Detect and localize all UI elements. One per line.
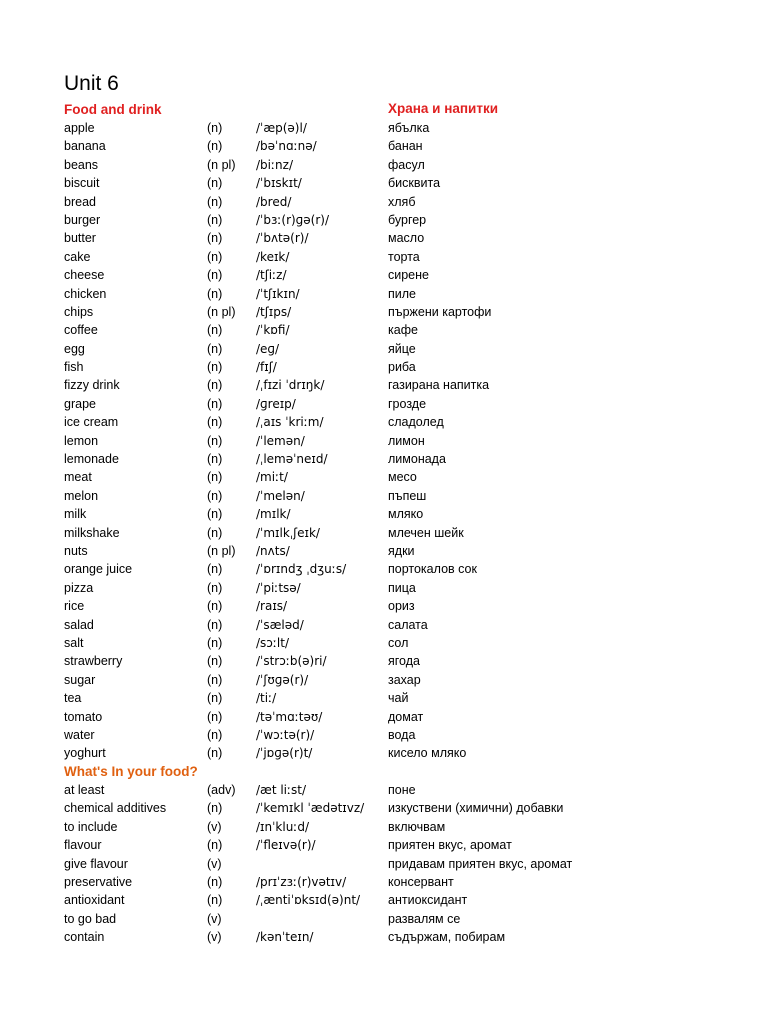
vocab-row: [0, 468, 768, 486]
pronunciation: /ˈwɔːtə(r)/: [256, 727, 315, 742]
pronunciation: /təˈmɑːtəʊ/: [256, 709, 323, 724]
pronunciation: /ˌaɪs ˈkriːm/: [256, 415, 324, 430]
pronunciation: /bred/: [256, 194, 292, 209]
pronunciation: /nʌts/: [256, 543, 290, 558]
vocab-row: [0, 248, 768, 266]
pronunciation: /keɪk/: [256, 249, 290, 264]
translation: пъпеш: [388, 488, 427, 503]
vocab-word: butter: [64, 231, 96, 246]
part-of-speech: (n): [207, 249, 223, 264]
vocab-word: milk: [64, 507, 87, 522]
pronunciation: /ˈjɒɡə(r)t/: [256, 746, 313, 761]
part-of-speech: (n): [207, 838, 223, 853]
translation: млечен шейк: [388, 525, 464, 540]
vocab-row: [0, 487, 768, 505]
vocab-row: [0, 524, 768, 542]
translation: кисело мляко: [388, 746, 467, 761]
vocab-word: salad: [64, 617, 94, 632]
translation: придавам приятен вкус, аромат: [388, 856, 573, 871]
part-of-speech: (n): [207, 268, 223, 283]
vocab-word: bread: [64, 194, 96, 209]
translation: вода: [388, 727, 416, 742]
vocab-word: cheese: [64, 268, 105, 283]
part-of-speech: (n pl): [207, 543, 236, 558]
vocab-row: [0, 560, 768, 578]
vocab-row: [0, 340, 768, 358]
vocab-word: beans: [64, 157, 99, 172]
vocab-word: salt: [64, 635, 84, 650]
translation: кафе: [388, 323, 418, 338]
translation: включвам: [388, 819, 446, 834]
vocab-row: [0, 781, 768, 799]
part-of-speech: (n): [207, 396, 223, 411]
vocab-word: pizza: [64, 580, 94, 595]
vocab-row: [0, 891, 768, 909]
vocab-word: tomato: [64, 709, 103, 724]
vocab-word: antioxidant: [64, 893, 125, 908]
vocab-row: [0, 358, 768, 376]
pronunciation: /ˈsæləd/: [256, 617, 304, 632]
translation: сол: [388, 635, 409, 650]
part-of-speech: (n): [207, 617, 223, 632]
part-of-speech: (n): [207, 341, 223, 356]
pronunciation: /biːnz/: [256, 157, 293, 172]
translation: фасул: [388, 157, 425, 172]
translation: чай: [388, 691, 409, 706]
pronunciation: /ˌleməˈneɪd/: [256, 452, 328, 467]
part-of-speech: (v): [207, 819, 222, 834]
section-heading-whats-in-your-food: What's In your food?: [64, 764, 198, 779]
vocab-row: [0, 910, 768, 928]
translation: лимон: [388, 433, 425, 448]
translation: изкуствени (химични) добавки: [388, 801, 564, 816]
translation: риба: [388, 360, 416, 375]
vocab-row: [0, 137, 768, 155]
part-of-speech: (n): [207, 452, 223, 467]
vocab-word: burger: [64, 212, 101, 227]
vocab-word: cake: [64, 249, 91, 264]
vocab-word: ice cream: [64, 415, 119, 430]
part-of-speech: (n): [207, 139, 223, 154]
pronunciation: /ˌfɪzi ˈdrɪŋk/: [256, 378, 325, 393]
translation: месо: [388, 470, 417, 485]
translation: бургер: [388, 212, 427, 227]
pronunciation: /ˈbɜː(r)ɡə(r)/: [256, 212, 330, 227]
vocab-row: [0, 285, 768, 303]
part-of-speech: (n): [207, 654, 223, 669]
vocab-row: [0, 726, 768, 744]
pronunciation: /raɪs/: [256, 599, 288, 614]
translation: приятен вкус, аромат: [388, 838, 512, 853]
pronunciation: /sɔːlt/: [256, 635, 290, 650]
pronunciation: /ɪnˈkluːd/: [256, 819, 309, 834]
vocab-word: coffee: [64, 323, 98, 338]
part-of-speech: (n): [207, 212, 223, 227]
vocab-word: preservative: [64, 874, 133, 889]
part-of-speech: (n pl): [207, 157, 236, 172]
section-heading-food-and-drink: Food and drink: [64, 102, 162, 117]
vocab-word: meat: [64, 470, 92, 485]
translation: ядки: [388, 543, 415, 558]
vocab-row: [0, 395, 768, 413]
pronunciation: /ˈʃʊɡə(r)/: [256, 672, 309, 687]
pronunciation: /eɡ/: [256, 341, 280, 356]
translation: салата: [388, 617, 428, 632]
vocab-row: [0, 450, 768, 468]
pronunciation: /tʃɪps/: [256, 304, 292, 319]
part-of-speech: (n): [207, 746, 223, 761]
vocab-list-food-and-drink: [0, 119, 768, 763]
vocab-word: apple: [64, 121, 95, 135]
vocab-word: chemical additives: [64, 801, 167, 816]
vocab-row: [0, 505, 768, 523]
part-of-speech: (n): [207, 488, 223, 503]
translation: яйце: [388, 341, 416, 356]
vocab-row: [0, 708, 768, 726]
part-of-speech: (n): [207, 231, 223, 246]
pronunciation: /bəˈnɑːnə/: [256, 139, 317, 154]
part-of-speech: (adv): [207, 783, 236, 797]
translation: захар: [388, 672, 421, 687]
translation: сладолед: [388, 415, 444, 430]
vocab-word: water: [64, 727, 95, 742]
vocab-word: flavour: [64, 838, 102, 853]
vocab-row: [0, 597, 768, 615]
translation: сирене: [388, 268, 429, 283]
vocab-row: [0, 229, 768, 247]
vocab-row: [0, 818, 768, 836]
pronunciation: /ˈmɪlkˌʃeɪk/: [256, 525, 320, 540]
part-of-speech: (n): [207, 360, 223, 375]
part-of-speech: (n): [207, 470, 223, 485]
unit-title: Unit 6: [64, 72, 119, 95]
translation: поне: [388, 783, 416, 797]
part-of-speech: (v): [207, 930, 222, 945]
vocab-row: [0, 193, 768, 211]
vocab-word: tea: [64, 691, 82, 706]
vocab-list-whats-in-your-food: [0, 781, 768, 947]
translation: пиле: [388, 286, 416, 301]
part-of-speech: (n): [207, 893, 223, 908]
vocab-word: egg: [64, 341, 85, 356]
part-of-speech: (n): [207, 672, 223, 687]
part-of-speech: (n pl): [207, 304, 236, 319]
translation: съдържам, побирам: [388, 930, 506, 945]
pronunciation: /ˈbʌtə(r)/: [256, 231, 309, 246]
vocab-row: [0, 799, 768, 817]
pronunciation: /fɪʃ/: [256, 360, 277, 375]
part-of-speech: (n): [207, 635, 223, 650]
vocab-row: [0, 652, 768, 670]
translation: газирана напитка: [388, 378, 490, 393]
part-of-speech: (n): [207, 433, 223, 448]
vocab-row: [0, 579, 768, 597]
part-of-speech: (n): [207, 874, 223, 889]
vocab-row: [0, 211, 768, 229]
vocab-row: [0, 303, 768, 321]
translation: консервант: [388, 874, 454, 889]
part-of-speech: (n): [207, 507, 223, 522]
translation: антиоксидант: [388, 893, 468, 908]
pronunciation: /ˈɒrɪndʒ ˌdʒuːs/: [256, 562, 347, 577]
translation: домат: [388, 709, 424, 724]
vocab-word: to go bad: [64, 911, 117, 926]
translation: ябълка: [388, 121, 430, 135]
translation: масло: [388, 231, 425, 246]
vocab-word: fish: [64, 360, 84, 375]
vocab-row: [0, 119, 768, 137]
vocab-word: lemonade: [64, 452, 119, 467]
part-of-speech: (n): [207, 801, 223, 816]
part-of-speech: (n): [207, 378, 223, 393]
vocab-word: rice: [64, 599, 85, 614]
section-heading-food-and-drink-bg: Храна и напитки: [388, 101, 499, 116]
pronunciation: /ˈbɪskɪt/: [256, 176, 302, 191]
vocab-row: [0, 634, 768, 652]
vocab-word: grape: [64, 396, 96, 411]
vocab-row: [0, 413, 768, 431]
pronunciation: /ˈstrɔːb(ə)ri/: [256, 654, 327, 669]
vocab-row: [0, 174, 768, 192]
vocab-row: [0, 689, 768, 707]
vocab-word: melon: [64, 488, 99, 503]
part-of-speech: (n): [207, 323, 223, 338]
pronunciation: /ˈmelən/: [256, 488, 305, 503]
part-of-speech: (n): [207, 599, 223, 614]
vocab-row: [0, 321, 768, 339]
vocab-word: chicken: [64, 286, 107, 301]
vocab-row: [0, 744, 768, 762]
pronunciation: /ˈlemən/: [256, 433, 305, 448]
vocab-row: [0, 156, 768, 174]
vocab-word: contain: [64, 930, 105, 945]
vocab-row: [0, 432, 768, 450]
translation: портокалов сок: [388, 562, 477, 577]
translation: пица: [388, 580, 416, 595]
translation: торта: [388, 249, 420, 264]
translation: банан: [388, 139, 423, 154]
pronunciation: /ˈkemɪkl ˈædətɪvz/: [256, 801, 365, 816]
pronunciation: /ˈpiːtsə/: [256, 580, 301, 595]
vocab-row: [0, 266, 768, 284]
pronunciation: /ˌæntiˈɒksɪd(ə)nt/: [256, 893, 361, 908]
vocab-row: [0, 376, 768, 394]
translation: мляко: [388, 507, 424, 522]
vocab-word: lemon: [64, 433, 99, 448]
pronunciation: /ˈfleɪvə(r)/: [256, 838, 316, 853]
part-of-speech: (n): [207, 691, 223, 706]
vocab-row: [0, 855, 768, 873]
pronunciation: /tiː/: [256, 691, 277, 706]
vocab-word: yoghurt: [64, 746, 106, 761]
vocab-word: chips: [64, 304, 94, 319]
part-of-speech: (n): [207, 286, 223, 301]
part-of-speech: (v): [207, 856, 222, 871]
vocab-word: banana: [64, 139, 106, 154]
part-of-speech: (n): [207, 580, 223, 595]
translation: лимонада: [388, 452, 446, 467]
part-of-speech: (n): [207, 121, 223, 135]
pronunciation: /kənˈteɪn/: [256, 930, 314, 945]
translation: хляб: [388, 194, 416, 209]
pronunciation: /tʃiːz/: [256, 268, 287, 283]
translation: развалям се: [388, 911, 461, 926]
vocab-word: nuts: [64, 543, 88, 558]
translation: бисквита: [388, 176, 441, 191]
part-of-speech: (n): [207, 176, 223, 191]
vocab-word: strawberry: [64, 654, 123, 669]
pronunciation: /ˈtʃɪkɪn/: [256, 286, 300, 301]
vocab-row: [0, 616, 768, 634]
vocab-row: [0, 836, 768, 854]
translation: грозде: [388, 396, 427, 411]
pronunciation: /ɡreɪp/: [256, 396, 296, 411]
part-of-speech: (n): [207, 415, 223, 430]
vocab-word: biscuit: [64, 176, 100, 191]
pronunciation: /ˈkɒfi/: [256, 323, 290, 338]
translation: пържени картофи: [388, 304, 492, 319]
part-of-speech: (n): [207, 727, 223, 742]
vocab-row: [0, 542, 768, 560]
pronunciation: /miːt/: [256, 470, 288, 485]
part-of-speech: (n): [207, 709, 223, 724]
part-of-speech: (n): [207, 525, 223, 540]
pronunciation: /mɪlk/: [256, 507, 291, 522]
vocab-word: sugar: [64, 672, 96, 687]
translation: ориз: [388, 599, 415, 614]
vocab-word: orange juice: [64, 562, 133, 577]
pronunciation: /ˈæp(ə)l/: [256, 121, 307, 135]
vocab-word: milkshake: [64, 525, 120, 540]
pronunciation: /prɪˈzɜː(r)vətɪv/: [256, 874, 347, 889]
vocab-word: to include: [64, 819, 118, 834]
vocab-word: fizzy drink: [64, 378, 120, 393]
vocab-row: [0, 671, 768, 689]
vocab-word: at least: [64, 783, 105, 797]
part-of-speech: (n): [207, 562, 223, 577]
vocab-row: [0, 873, 768, 891]
part-of-speech: (n): [207, 194, 223, 209]
part-of-speech: (v): [207, 911, 222, 926]
translation: ягода: [388, 654, 420, 669]
vocab-word: give flavour: [64, 856, 128, 871]
vocab-row: [0, 928, 768, 946]
pronunciation: /æt liːst/: [256, 783, 307, 797]
